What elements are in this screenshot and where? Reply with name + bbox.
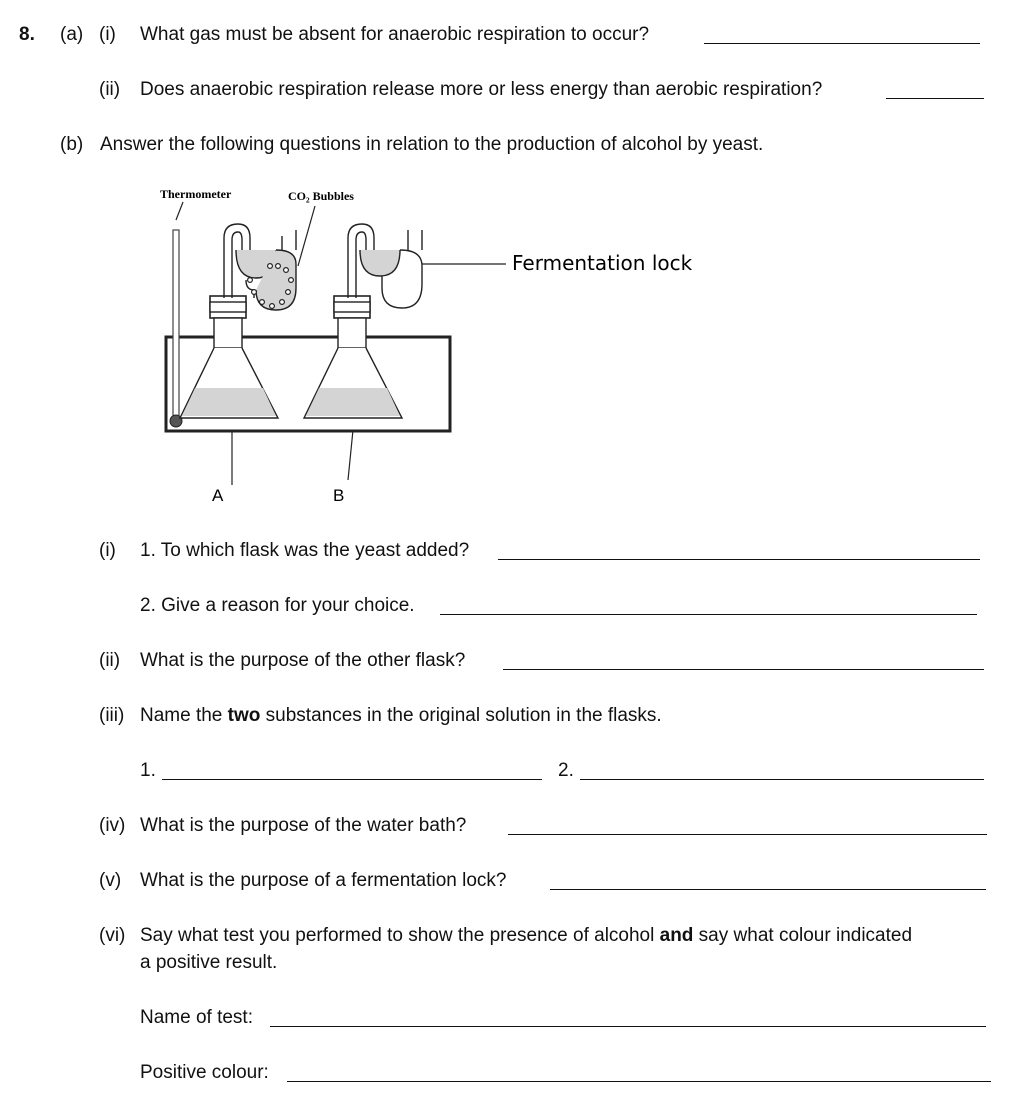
part-b-ii-question: What is the purpose of the other flask? xyxy=(140,650,466,671)
answer-line-b-v[interactable] xyxy=(550,889,986,890)
part-b-vi-text-post: say what colour indicated xyxy=(693,925,913,946)
thermometer-label: Thermometer xyxy=(160,187,232,201)
part-b-vi-label: (vi) xyxy=(99,925,126,946)
fermentation-lock-label: Fermentation lock xyxy=(512,251,693,275)
flask-a-label: A xyxy=(212,486,224,505)
part-b-ii-label: (ii) xyxy=(99,650,121,671)
thermometer-pointer xyxy=(176,202,183,220)
part-b-iii-label: (iii) xyxy=(99,705,125,726)
part-b-iv-label: (iv) xyxy=(99,815,126,836)
part-b-iii-question xyxy=(140,705,662,727)
part-a-label: (a) xyxy=(60,24,84,45)
flask-b-label: B xyxy=(333,486,345,505)
part-b-iii-text-pre: Name the xyxy=(140,705,228,726)
flask-a-solution xyxy=(182,388,276,416)
answer-line-b-iii-1[interactable] xyxy=(162,779,542,780)
part-a-ii-question: Does anaerobic respiration release more or less energy than aerobic respiration? xyxy=(140,79,823,100)
part-b-vi-text-pre: Say what test you performed to show the presence of alcohol xyxy=(140,925,660,946)
question-number: 8. xyxy=(19,24,35,45)
apparatus-drawing xyxy=(150,180,710,510)
part-b-vi-text-bold: and xyxy=(659,925,694,946)
part-b-i-label: (i) xyxy=(99,540,116,561)
answer-line-b-ii[interactable] xyxy=(503,669,984,670)
part-b-i-q1: 1. To which flask was the yeast added? xyxy=(140,540,470,561)
thermometer xyxy=(173,230,179,420)
answer-line-b-i-2[interactable] xyxy=(440,614,977,615)
flask-a-stopper xyxy=(210,302,246,312)
answer-line-positive-colour[interactable] xyxy=(287,1081,991,1082)
positive-colour-label: Positive colour: xyxy=(140,1062,269,1083)
name-of-test-label: Name of test: xyxy=(140,1007,253,1028)
part-b-iv-question: What is the purpose of the water bath? xyxy=(140,815,467,836)
answer-line-b-i-1[interactable] xyxy=(498,559,980,560)
co2-bubbles-label: CO₂ Bubbles xyxy=(288,189,354,203)
part-b-v-label: (v) xyxy=(99,870,122,891)
part-a-i-question: What gas must be absent for anaerobic respiration to occur? xyxy=(140,24,650,45)
answer-line-name-of-test[interactable] xyxy=(270,1026,986,1027)
co2-pointer xyxy=(298,206,315,266)
part-a-ii-label: (ii) xyxy=(99,79,121,100)
flask-b-stopper xyxy=(334,302,370,312)
part-b-iii-text-post: substances in the original solution in the flasks. xyxy=(260,705,662,726)
part-b-label: (b) xyxy=(60,134,84,155)
part-b-iii-number-1: 1. xyxy=(140,760,156,781)
answer-line-b-iv[interactable] xyxy=(508,834,987,835)
answer-line-b-iii-2[interactable] xyxy=(580,779,984,780)
part-b-v-question: What is the purpose of a fermentation lock? xyxy=(140,870,507,891)
part-b-i-q2: 2. Give a reason for your choice. xyxy=(140,595,415,616)
part-b-vi-question-line2: a positive result. xyxy=(140,952,278,973)
part-b-iii-number-2: 2. xyxy=(558,760,574,781)
part-b-vi-question xyxy=(140,925,912,947)
fermentation-apparatus-diagram xyxy=(150,180,710,510)
answer-line-a-i[interactable] xyxy=(704,43,980,44)
answer-line-a-ii[interactable] xyxy=(886,98,984,99)
flask-b-solution xyxy=(306,388,400,416)
part-b-intro: Answer the following questions in relation to the production of alcohol by yeast. xyxy=(100,134,764,155)
part-b-iii-text-bold: two xyxy=(227,705,261,726)
part-a-i-label: (i) xyxy=(99,24,116,45)
